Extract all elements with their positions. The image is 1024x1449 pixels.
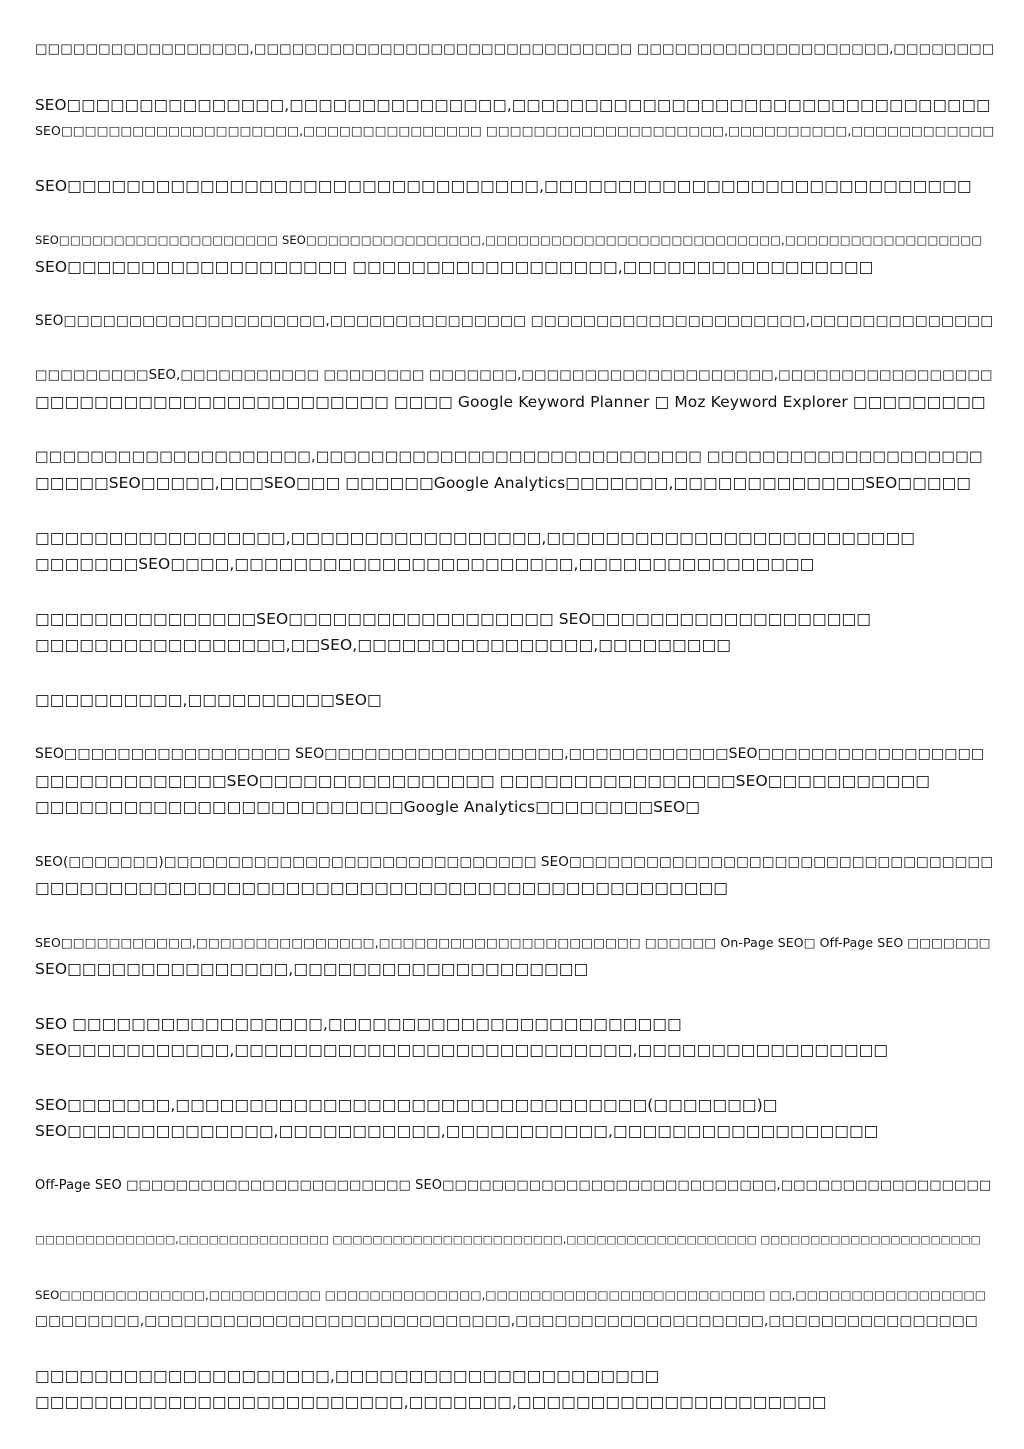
text-line: □□□□□□□□,□□□□□□□□□□□□□□□□□□□□□□□□□□□□,□□□□□□□□□□□□□□□□□□□,□□□□□□□□□□□□□□□□ [35, 1313, 978, 1329]
paragraph [35, 1173, 990, 1200]
text-line: SEO □□□□□□□□□□□□□□□□□,□□□□□□□□□□□□□□□□□□□□□□□□ [35, 1014, 682, 1033]
text-line: □□□□□□□□□□□□□□,□□□□□□□□□□□□□□□ □□□□□□□□□□□□□□□□□□□□□□□,□□□□□□□□□□□□□□□□□□□ □□□□□□□□□□□□□□□□□□□□□□ [35, 1234, 981, 1246]
text-line: □□□□□□□□□□□□□□□□□□□□,□□□□□□□□□□□□□□□□□□□□□□□□□□□□ □□□□□□□□□□□□□□□□□□□□ [35, 448, 983, 465]
paragraph [35, 525, 990, 578]
text-line: □□□□□□□□□□□□□□□□□□□□□□□□□,□□□□□□□,□□□□□□□□□□□□□□□□□□□□□ [35, 1393, 827, 1411]
paragraph [35, 930, 990, 983]
text-line: □□□□□□□□□□□□□□□□□□□□□□□□ □□□□ Google Keyword Planner □ Moz Keyword Explorer □□□□□□□□□ [35, 393, 986, 411]
paragraph [35, 92, 995, 145]
text-line: □□□□□□□□□□□□□□□□□,□□□□□□□□□□□□□□□□□,□□□□□□□□□□□□□□□□□□□□□□□□□ [35, 528, 915, 547]
text-line: SEO□□□□□□□□□□□,□□□□□□□□□□□□□□□□□□□□□□□□□□□,□□□□□□□□□□□□□□□□□ [35, 1041, 889, 1059]
text-line: SEO□□□□□□□□□□□□□□□□□□□□,□□□□□□□□□□□□□□□ □□□□□□□□□□□□□□□□□□□□□,□□□□□□□□□□□□□□ [35, 313, 994, 329]
text-line: SEO□□□□□□□□□□□□□□□□□□□□ SEO□□□□□□□□□□□□□□□□,□□□□□□□□□□□□□□□□□□□□□□□□□□□,□□□□□□□□□□□□□□□□□□ [35, 233, 983, 247]
paragraph [35, 444, 990, 497]
text-line: □□□□□□□□□□□□□□□□□,□□□□□□□□□□□□□□□□□□□□□□□□□□□□□□ □□□□□□□□□□□□□□□□□□□□,□□□□□□□□ [35, 42, 995, 57]
paragraph [35, 687, 990, 714]
text-line: SEO□□□□□□□□□□□□□□□□□□□□□□□□□□□□□□□□,□□□□□□□□□□□□□□□□□□□□□□□□□□□□□ [35, 176, 972, 195]
paragraph [35, 741, 990, 821]
text-line: □□□□□□□□□□□□□□□□□,□□SEO,□□□□□□□□□□□□□□□□,□□□□□□□□□ [35, 636, 731, 654]
text-line: □□□□□□□□□□□□□□□□□□□□□□□□□□□□□□□□□□□□□□□□□□□□□□□ [35, 879, 729, 897]
paragraph [35, 849, 994, 902]
text-line: SEO□□□□□□□□□□□□□□□□□ SEO□□□□□□□□□□□□□□□□□□,□□□□□□□□□□□□SEO□□□□□□□□□□□□□□□□□ [35, 746, 985, 762]
paragraph [35, 227, 990, 280]
text-line: □□□□□□□□□SEO,□□□□□□□□□□□ □□□□□□□□ □□□□□□□,□□□□□□□□□□□□□□□□□□□□,□□□□□□□□□□□□□□□□□ [35, 367, 993, 383]
text-line: □□□□□□□□□□□□□□□SEO□□□□□□□□□□□□□□□□□□ SEO□□□□□□□□□□□□□□□□□□□ [35, 609, 872, 628]
paragraph [35, 1092, 990, 1145]
text-line: □□□□□SEO□□□□□,□□□SEO□□□ □□□□□□Google Analytics□□□□□□□,□□□□□□□□□□□□□SEO□□□□□ [35, 474, 972, 492]
text-line: SEO□□□□□□□□□□□□□,□□□□□□□□□□ □□□□□□□□□□□□□□,□□□□□□□□□□□□□□□□□□□□□□□□□ □□,□□□□□□□□□□□□□□□□□ [35, 1287, 986, 1302]
text-line: SEO□□□□□□□□□□□□□□□,□□□□□□□□□□□□□□□,□□□□□□□□□□□□□□□□□□□□□□□□□□□□□□□□□ [35, 95, 991, 114]
text-line: SEO□□□□□□□□□□□□□□□□□□□□,□□□□□□□□□□□□□□□ □□□□□□□□□□□□□□□□□□□□,□□□□□□□□□□,□□□□□□□□□□□□ [35, 123, 995, 138]
text-line: Off-Page SEO □□□□□□□□□□□□□□□□□□□□□□□ SEO□□□□□□□□□□□□□□□□□□□□□□□□□□□,□□□□□□□□□□□□□□□□□ [35, 1177, 992, 1193]
text-line: SEO□□□□□□□□□□□□□□,□□□□□□□□□□□,□□□□□□□□□□□,□□□□□□□□□□□□□□□□□□ [35, 1122, 879, 1140]
text-line: SEO□□□□□□□,□□□□□□□□□□□□□□□□□□□□□□□□□□□□□□□□(□□□□□□□)□ [35, 1095, 778, 1114]
paragraph [35, 173, 990, 200]
paragraph [35, 37, 995, 64]
text-line: SEO(□□□□□□□)□□□□□□□□□□□□□□□□□□□□□□□□□□□□□ SEO□□□□□□□□□□□□□□□□□□□□□□□□□□□□□□□□□ [35, 853, 994, 870]
paragraph [35, 1363, 990, 1416]
paragraph [35, 1011, 990, 1064]
text-line: □□□□□□□□□□□□□□□□□□□□,□□□□□□□□□□□□□□□□□□□□□□ [35, 1366, 660, 1385]
text-line: SEO□□□□□□□□□□□,□□□□□□□□□□□□□□□,□□□□□□□□□□□□□□□□□□□□□□ □□□□□□ On-Page SEO□ Off-Page SEO □□□□□□□ [35, 934, 991, 950]
paragraph [35, 308, 994, 335]
text-line: □□□□□□□□□□□□□SEO□□□□□□□□□□□□□□□□ □□□□□□□□□□□□□□□□SEO□□□□□□□□□□□ [35, 771, 930, 790]
text-line: SEO□□□□□□□□□□□□□□□□□□□ □□□□□□□□□□□□□□□□□□,□□□□□□□□□□□□□□□□□ [35, 257, 874, 276]
text-line: □□□□□□□SEO□□□□,□□□□□□□□□□□□□□□□□□□□□□□,□□□□□□□□□□□□□□□□ [35, 555, 815, 573]
paragraph [35, 1282, 990, 1335]
text-line: □□□□□□□□□□□□□□□□□□□□□□□□□Google Analytics□□□□□□□□SEO□ [35, 798, 701, 816]
paragraph [35, 1227, 990, 1254]
text-line: □□□□□□□□□□,□□□□□□□□□□SEO□ [35, 690, 382, 709]
paragraph [35, 363, 993, 416]
text-line: SEO□□□□□□□□□□□□□□□,□□□□□□□□□□□□□□□□□□□□ [35, 960, 589, 978]
paragraph [35, 606, 990, 659]
